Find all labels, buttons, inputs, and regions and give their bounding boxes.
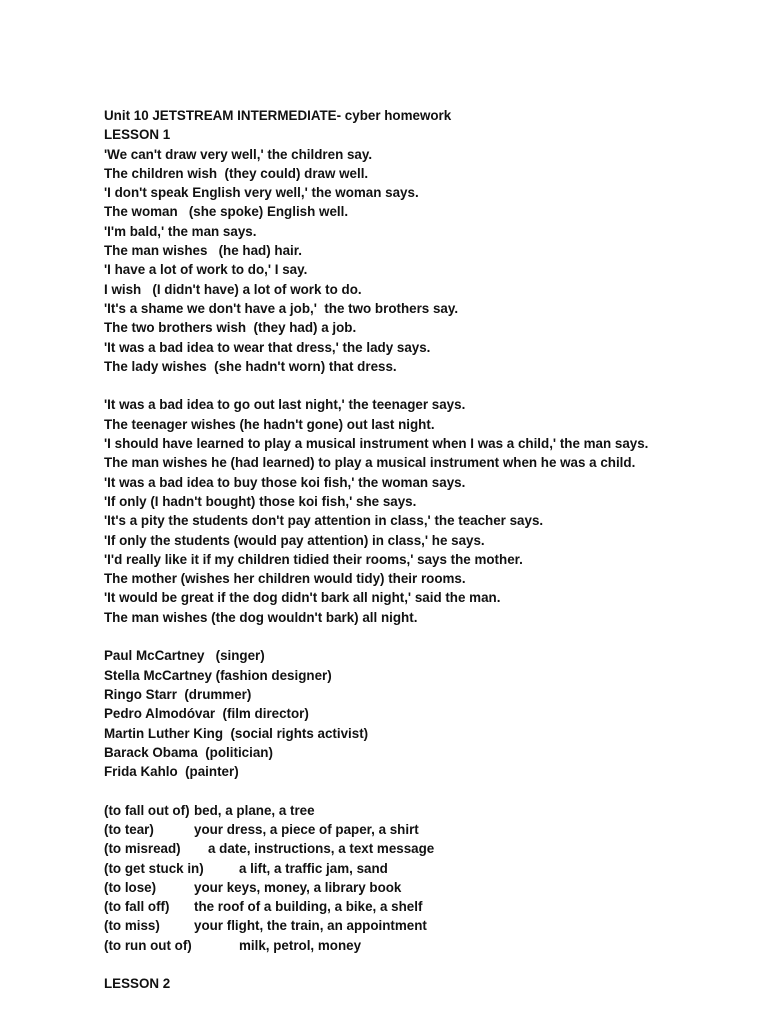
vocab-row <box>104 801 744 820</box>
text-line: The woman (she spoke) English well. <box>104 204 349 220</box>
lesson-1-heading: LESSON 1 <box>104 127 171 143</box>
list-item: Barack Obama (politician) <box>104 744 273 760</box>
list-item: Paul McCartney (singer) <box>104 648 265 664</box>
text-line: 'It's a shame we don't have a job,' the two brothers say. <box>104 300 459 316</box>
text-line: 'I'd really like it if my children tidied their rooms,' says the mother. <box>104 551 523 567</box>
text-line: The two brothers wish (they had) a job. <box>104 320 357 336</box>
vocab-verb: (to misread) <box>104 841 181 857</box>
list-item: Martin Luther King (social rights activist) <box>104 725 369 741</box>
list-item: Pedro Almodóvar (film director) <box>104 706 309 722</box>
list-item: Ringo Starr (drummer) <box>104 686 252 702</box>
vocab-objects: a lift, a traffic jam, sand <box>239 860 388 876</box>
vocab-objects: your flight, the train, an appointment <box>194 918 427 934</box>
vocab-objects: milk, petrol, money <box>239 937 362 953</box>
spacer <box>104 376 744 395</box>
vocab-objects: your dress, a piece of paper, a shirt <box>194 821 419 837</box>
vocabulary-list <box>104 801 744 955</box>
spacer <box>104 781 744 800</box>
spacer <box>104 955 744 974</box>
vocab-row <box>104 820 744 839</box>
vocab-verb: (to fall out of) <box>104 802 190 818</box>
people-list <box>104 646 744 781</box>
text-line: The children wish (they could) draw well. <box>104 165 369 181</box>
text-line: The man wishes he (had learned) to play a musical instrument when he was a child. <box>104 455 636 471</box>
vocab-verb: (to run out of) <box>104 937 192 953</box>
text-line: I wish (I didn't have) a lot of work to do. <box>104 281 362 297</box>
text-line: 'It was a bad idea to buy those koi fish,' the woman says. <box>104 474 466 490</box>
vocab-row <box>104 897 744 916</box>
text-line: 'It would be great if the dog didn't bark all night,' said the man. <box>104 590 501 606</box>
text-line: 'I don't speak English very well,' the woman says. <box>104 185 419 201</box>
document-title: Unit 10 JETSTREAM INTERMEDIATE- cyber homework <box>104 108 452 123</box>
vocab-objects: your keys, money, a library book <box>194 879 402 895</box>
spacer <box>104 627 744 646</box>
vocab-row <box>104 839 744 858</box>
text-line: 'I'm bald,' the man says. <box>104 223 257 239</box>
text-line: The man wishes (he had) hair. <box>104 243 302 259</box>
text-line: 'I have a lot of work to do,' I say. <box>104 262 308 278</box>
lesson-2-heading: LESSON 2 <box>104 976 171 992</box>
lesson-1-regrets-section <box>104 395 744 627</box>
vocab-objects: bed, a plane, a tree <box>194 802 315 818</box>
text-line: 'It was a bad idea to wear that dress,' the lady says. <box>104 339 431 355</box>
vocab-verb: (to lose) <box>104 879 157 895</box>
text-line: The mother (wishes her children would tidy) their rooms. <box>104 571 466 587</box>
text-line: 'It's a pity the students don't pay attention in class,' the teacher says. <box>104 513 544 529</box>
vocab-row <box>104 878 744 897</box>
list-item: Frida Kahlo (painter) <box>104 764 239 780</box>
vocab-verb: (to tear) <box>104 821 154 837</box>
text-line: 'If only the students (would pay attention) in class,' he says. <box>104 532 485 548</box>
vocab-objects: the roof of a building, a bike, a shelf <box>194 899 423 915</box>
vocab-objects: a date, instructions, a text message <box>208 841 435 857</box>
list-item: Stella McCartney (fashion designer) <box>104 667 332 683</box>
document-body <box>104 106 744 994</box>
vocab-verb: (to miss) <box>104 918 160 934</box>
vocab-row <box>104 936 744 955</box>
lesson-1-wishes-section <box>104 145 744 377</box>
text-line: 'We can't draw very well,' the children say. <box>104 146 373 162</box>
vocab-verb: (to get stuck in) <box>104 860 204 876</box>
vocab-row <box>104 916 744 935</box>
text-line: 'I should have learned to play a musical instrument when I was a child,' the man says. <box>104 436 649 452</box>
text-line: The man wishes (the dog wouldn't bark) all night. <box>104 609 418 625</box>
text-line: 'If only (I hadn't bought) those koi fish,' she says. <box>104 493 417 509</box>
vocab-verb: (to fall off) <box>104 899 170 915</box>
text-line: The teenager wishes (he hadn't gone) out last night. <box>104 416 435 432</box>
text-line: The lady wishes (she hadn't worn) that dress. <box>104 358 397 374</box>
vocab-row <box>104 859 744 878</box>
text-line: 'It was a bad idea to go out last night,' the teenager says. <box>104 397 466 413</box>
